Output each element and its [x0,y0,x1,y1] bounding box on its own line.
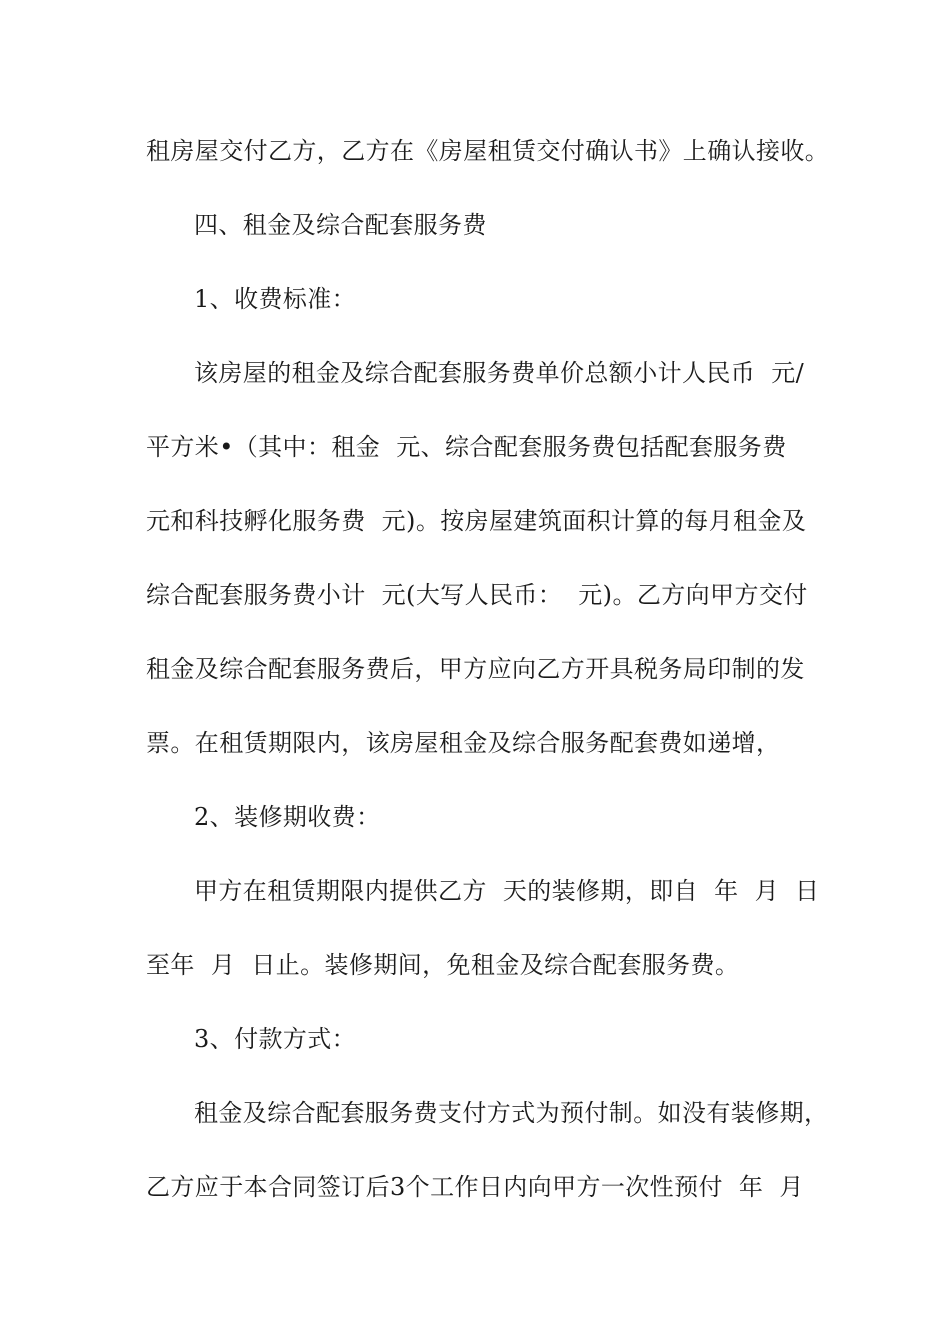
subsection-heading: 1、收费标准： [194,285,357,313]
paragraph-line: 租房屋交付乙方，乙方在《房屋租赁交付确认书》上确认接收。 [146,137,830,165]
subsection-heading: 3、付款方式： [194,1025,357,1053]
paragraph-line: 元和科技孵化服务费 元)。按房屋建筑面积计算的每月租金及 [146,507,807,535]
paragraph-line: 至年 月 日止。装修期间，免租金及综合配套服务费。 [146,951,740,979]
paragraph-line: 甲方在租赁期限内提供乙方 天的装修期，即自 年 月 日 [194,877,820,905]
subsection-heading: 2、装修期收费： [194,803,381,831]
paragraph-line: 租金及综合配套服务费后，甲方应向乙方开具税务局印制的发 [146,655,805,683]
paragraph-line: 平方米•（其中：租金 元、综合配套服务费包括配套服务费 [146,433,787,461]
paragraph-line: 租金及综合配套服务费支付方式为预付制。如没有装修期， [194,1099,829,1127]
paragraph-line: 乙方应于本合同签订后3个工作日内向甲方一次性预付 年 月 [146,1173,804,1201]
paragraph-line: 票。在租赁期限内，该房屋租金及综合服务配套费如递增， [146,729,781,757]
paragraph-line: 该房屋的租金及综合配套服务费单价总额小计人民币 元/ [194,359,805,387]
section-heading: 四、租金及综合配套服务费 [194,211,487,239]
paragraph-line: 综合配套服务费小计 元(大写人民币： 元)。乙方向甲方交付 [146,581,808,609]
